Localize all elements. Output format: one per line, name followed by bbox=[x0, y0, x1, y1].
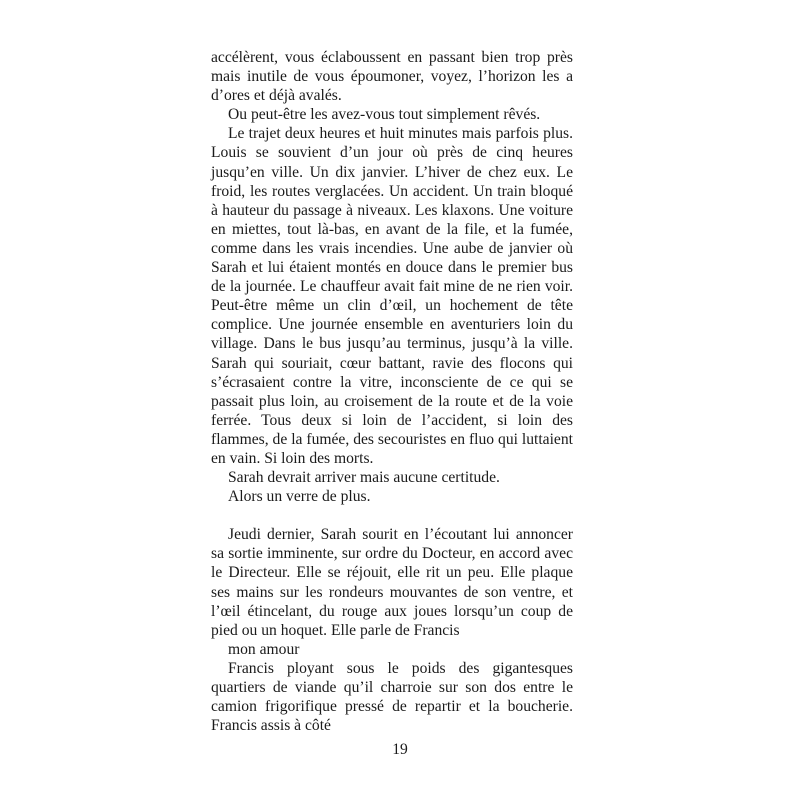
paragraph-4: Sarah devrait arriver mais aucune certitude. bbox=[228, 469, 500, 487]
paragraph-3: Le trajet deux heures et huit minutes mais parfois plus. Louis se souvient d’un jour où près de cinq heures jusqu’en ville. Un dix janvier. L’hiver de chez eux. Le froid, les routes verglacées. Un accident. Un train bloqué à hauteur du passage à niveaux. Les klaxons. Une voiture en miettes, tout là-bas, en avant de la file, et la fumée, comme dans les vrais incendies. Une aube de janvier où Sarah et lui étaient montés en douce dans le premier bus de la journée. Le chauffeur avait fait mine de ne rien voir. Peut-être même un clin d’œil, un hochement de tête complice. Une journée ensemble en aventuriers loin du village. Dans le bus jusqu’au terminus, jusqu’à la ville. Sarah qui souriait, cœur battant, ravie des flocons qui s’écrasaient contre la vitre, inconsciente de ce qui se passait plus loin, au croisement de la route et de la voie ferrée. Tous deux si loin de l’accident, si loin des flammes, de la fumée, des secouristes en fluo qui luttaient en vain. Si loin des morts. bbox=[211, 125, 573, 467]
page-number: 19 bbox=[392, 741, 408, 758]
paragraph-8: Francis ployant sous le poids des gigantesques quartiers de viande qu’il charroie sur son dos entre le camion frigorifique pressé de repartir et la boucherie. Francis assis à côté bbox=[211, 659, 573, 735]
paragraph-7: mon amour bbox=[228, 640, 300, 658]
body-text bbox=[211, 48, 573, 735]
paragraph-5: Alors un verre de plus. bbox=[228, 488, 371, 506]
paragraph-1: accélèrent, vous éclaboussent en passant bien trop près mais inutile de vous époumoner, voyez, l’horizon les a d’ores et déjà avalés. bbox=[211, 49, 573, 105]
paragraph-6: Jeudi dernier, Sarah sourit en l’écoutant lui annoncer sa sortie imminente, sur ordre du Docteur, en accord avec le Directeur. Elle se réjouit, elle rit un peu. Elle plaque ses mains sur les rondeurs mouvantes de son ventre, et l’œil étincelant, du rouge aux joues lorsqu’un coup de pied ou un hoquet. Elle parle de Francis bbox=[211, 526, 573, 639]
paragraph-2: Ou peut-être les avez-vous tout simplement rêvés. bbox=[228, 106, 541, 124]
